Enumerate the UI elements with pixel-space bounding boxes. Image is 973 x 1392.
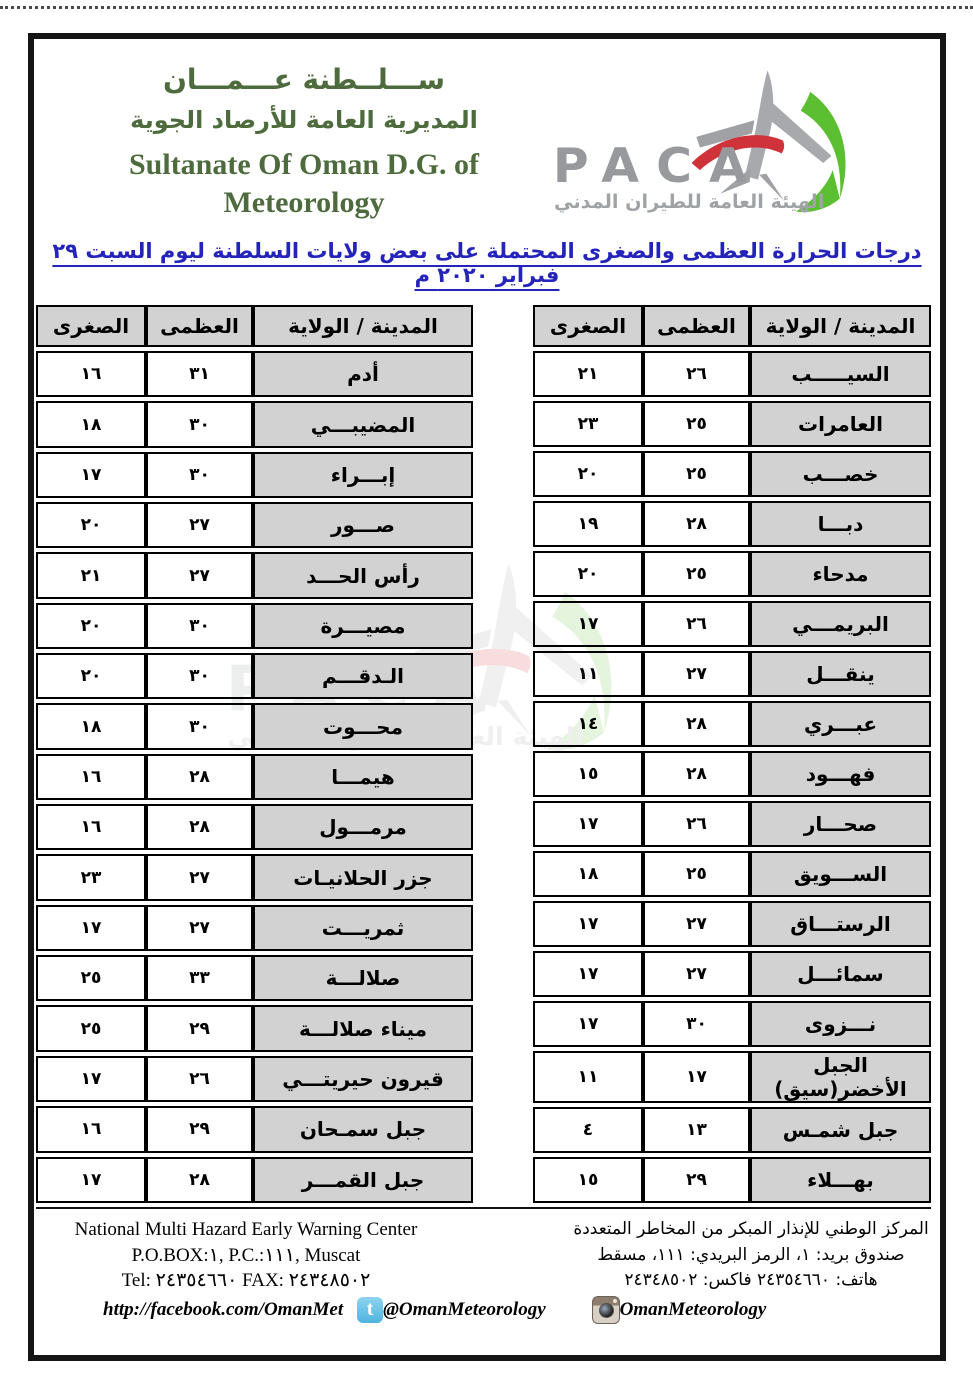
table-row [533, 901, 931, 947]
city-cell: رأس الحـــد [253, 552, 473, 598]
max-temp-cell: ٢٧ [146, 502, 253, 548]
max-temp-cell: ٢٨ [146, 804, 253, 850]
city-cell: أدم [253, 351, 473, 397]
table-row [533, 701, 931, 747]
city-cell: المضيبـــي [253, 401, 473, 447]
max-temp-cell: ٢٧ [146, 552, 253, 598]
min-temp-cell: ١٩ [533, 501, 643, 547]
city-cell: السيـــــب [750, 351, 931, 397]
city-cell: جزر الحلانيـات [253, 854, 473, 900]
city-cell: ثمريـــت [253, 905, 473, 951]
city-cell: سمائـــل [750, 951, 931, 997]
min-temp-cell: ١٦ [36, 351, 146, 397]
org-name-english: Sultanate Of Oman D.G. of Meteorology [128, 148, 479, 219]
city-column-header: المدينة / الولاية [750, 305, 931, 347]
min-temp-cell: ٢١ [533, 351, 643, 397]
table-row [533, 801, 931, 847]
min-temp-cell: ٢٥ [36, 955, 146, 1001]
max-temp-cell: ٢٦ [643, 601, 750, 647]
city-cell: إبـــراء [253, 452, 473, 498]
min-temp-cell: ١٨ [533, 851, 643, 897]
city-cell: صحـــار [750, 801, 931, 847]
table-row [36, 653, 473, 699]
min-temp-cell: ٢٠ [36, 502, 146, 548]
min-temp-cell: ١٥ [533, 751, 643, 797]
max-temp-cell: ٢٥ [643, 851, 750, 897]
min-temp-cell: ١٧ [533, 801, 643, 847]
min-temp-cell: ١٦ [36, 754, 146, 800]
table-row [36, 1056, 473, 1102]
page-border-frame [28, 33, 946, 1361]
city-cell: جبل القمـــر [253, 1157, 473, 1204]
dept-name-arabic: المديرية العامة للأرصاد الجوية [130, 106, 478, 134]
city-cell: الســـويق [750, 851, 931, 897]
max-temp-cell: ٢٨ [643, 751, 750, 797]
min-temp-cell: ٢١ [36, 552, 146, 598]
facebook-url: http://facebook.com/OmanMet [103, 1298, 344, 1320]
min-temp-cell: ١٨ [36, 703, 146, 749]
table-row [36, 552, 473, 598]
table-row [533, 1001, 931, 1047]
center-name-en: National Multi Hazard Early Warning Center [74, 1219, 418, 1240]
min-temp-cell: ٢٣ [533, 401, 643, 447]
table-row [533, 351, 931, 397]
footer-divider [36, 1207, 931, 1209]
max-temp-cell: ٢٧ [643, 951, 750, 997]
min-temp-cell: ٢٠ [36, 653, 146, 699]
city-cell: صلالـــة [253, 955, 473, 1001]
max-temp-cell: ٢٩ [146, 1005, 253, 1051]
max-temp-cell: ٣٠ [146, 401, 253, 447]
max-temp-cell: ٢٥ [643, 401, 750, 447]
instagram-handle: OmanMeteorology [619, 1298, 767, 1320]
min-temp-cell: ٢٠ [533, 451, 643, 497]
temperature-table-right [533, 301, 931, 1207]
min-temp-cell: ١٤ [533, 701, 643, 747]
max-column-header: العظمى [146, 305, 253, 347]
org-name-arabic: ســـلــطنة عـــمـــان [163, 63, 445, 96]
min-temp-cell: ٢٥ [36, 1005, 146, 1051]
address-en: P.O.BOX:١, P.C.:١١١, Muscat [131, 1244, 361, 1266]
table-row [36, 854, 473, 900]
min-temp-cell: ١٦ [36, 804, 146, 850]
table-row [36, 401, 473, 447]
min-temp-cell: ١٧ [533, 1001, 643, 1047]
city-cell: ميناء صلالـــة [253, 1005, 473, 1051]
city-cell: قيرون حيريتـــي [253, 1056, 473, 1102]
max-temp-cell: ٣٠ [146, 653, 253, 699]
tables-row [36, 301, 931, 1207]
max-temp-cell: ٢٩ [146, 1106, 253, 1152]
city-cell: دبـــا [750, 501, 931, 547]
instagram-flash-dot [613, 1299, 617, 1303]
min-temp-cell: ١١ [533, 1051, 643, 1103]
table-row [533, 551, 931, 597]
max-temp-cell: ٢٧ [643, 901, 750, 947]
city-cell: البريمـــي [750, 601, 931, 647]
min-temp-cell: ١٨ [36, 401, 146, 447]
max-temp-cell: ٣٠ [146, 452, 253, 498]
city-cell: مرمـــول [253, 804, 473, 850]
max-temp-cell: ٢٨ [643, 701, 750, 747]
min-temp-cell: ١٦ [36, 1106, 146, 1152]
city-cell: الـدقـــم [253, 653, 473, 699]
city-cell: بهـــلاء [750, 1157, 931, 1203]
instagram-lens [599, 1303, 614, 1318]
table-row [36, 452, 473, 498]
table-row [36, 1005, 473, 1051]
temperature-table-left [36, 301, 473, 1207]
city-cell: العامرات [750, 401, 931, 447]
table-row [36, 703, 473, 749]
min-temp-cell: ٢٠ [36, 603, 146, 649]
max-temp-cell: ٣٣ [146, 955, 253, 1001]
table-row [36, 603, 473, 649]
paca-logo-box [549, 61, 929, 236]
footer-arabic-block [571, 1217, 931, 1294]
phone-fax-ar: هاتف: ٢٤٣٥٤٦٦٠ فاكس: ٢٤٣٤٨٥٠٢ [624, 1270, 878, 1290]
table-row [36, 351, 473, 397]
city-cell: جبل سمـحان [253, 1106, 473, 1152]
city-cell: خصـــب [750, 451, 931, 497]
table-row [36, 754, 473, 800]
max-temp-cell: ٣١ [146, 351, 253, 397]
table-row [533, 1107, 931, 1153]
table-row [36, 502, 473, 548]
table-row [533, 851, 931, 897]
min-temp-cell: ١٧ [36, 905, 146, 951]
min-temp-cell: ١٧ [36, 452, 146, 498]
table-row [36, 1106, 473, 1152]
table-row [36, 905, 473, 951]
city-cell: فهـــود [750, 751, 931, 797]
table-row [36, 1157, 473, 1204]
city-cell: جبل شمـس [750, 1107, 931, 1153]
twitter-icon: t [357, 1297, 383, 1323]
phone-fax-en: Tel: ٢٤٣٥٤٦٦٠ FAX: ٢٤٣٤٨٥٠٢ [121, 1270, 371, 1292]
instagram-icon [592, 1296, 620, 1324]
footer [36, 1207, 931, 1324]
table-row [36, 804, 473, 850]
city-cell: ينقـــل [750, 651, 931, 697]
city-cell: الرستـــاق [750, 901, 931, 947]
table-row [533, 1157, 931, 1203]
min-column-header: الصغرى [533, 305, 643, 347]
min-temp-cell: ٤ [533, 1107, 643, 1153]
table-row [533, 1051, 931, 1103]
min-temp-cell: ١١ [533, 651, 643, 697]
city-cell: صـــور [253, 502, 473, 548]
max-temp-cell: ٢٥ [643, 551, 750, 597]
max-temp-cell: ٣٠ [643, 1001, 750, 1047]
table-row [533, 501, 931, 547]
table-header-row [36, 305, 473, 347]
min-column-header: الصغرى [36, 305, 146, 347]
city-column-header: المدينة / الولاية [253, 305, 473, 347]
min-temp-cell: ١٧ [533, 601, 643, 647]
table-row [533, 601, 931, 647]
max-temp-cell: ٢٦ [146, 1056, 253, 1102]
min-temp-cell: ١٧ [36, 1056, 146, 1102]
table-row [533, 651, 931, 697]
min-temp-cell: ٢٠ [533, 551, 643, 597]
min-temp-cell: ١٧ [533, 901, 643, 947]
scan-artifact-dotted-line [0, 6, 973, 9]
city-cell: هيمـــا [253, 754, 473, 800]
city-cell: نـــزوى [750, 1001, 931, 1047]
max-temp-cell: ١٣ [643, 1107, 750, 1153]
max-temp-cell: ٢٨ [146, 754, 253, 800]
city-cell: محـــوت [253, 703, 473, 749]
max-temp-cell: ١٧ [643, 1051, 750, 1103]
table-header-row [533, 305, 931, 347]
twitter-handle: @OmanMeteorology [383, 1298, 546, 1320]
max-temp-cell: ٢٩ [643, 1157, 750, 1203]
table-row [533, 401, 931, 447]
footer-social-row [36, 1296, 931, 1324]
max-temp-cell: ٢٧ [643, 651, 750, 697]
city-cell: مدحاء [750, 551, 931, 597]
max-temp-cell: ٢٨ [146, 1157, 253, 1204]
max-column-header: العظمى [643, 305, 750, 347]
letterhead [64, 63, 544, 221]
city-cell: مصيـــرة [253, 603, 473, 649]
max-temp-cell: ٣٠ [146, 603, 253, 649]
address-ar: صندوق بريد: ١، الرمز البريدي: ١١١، مسقط [597, 1244, 905, 1265]
max-temp-cell: ٢٦ [643, 351, 750, 397]
max-temp-cell: ٢٦ [643, 801, 750, 847]
city-cell: عبـــري [750, 701, 931, 747]
min-temp-cell: ١٥ [533, 1157, 643, 1203]
center-name-ar: المركز الوطني للإنذار المبكر من المخاطر المتعددة [573, 1219, 929, 1239]
min-temp-cell: ١٧ [36, 1157, 146, 1204]
footer-english-block [36, 1217, 456, 1294]
page-title: درجات الحرارة العظمى والصغرى المحتملة على بعض ولايات السلطنة ليوم السبت ٢٩ فبراير ٢٠٢٠ م [52, 239, 922, 287]
city-cell: الجبل الأخضر(سيق) [750, 1051, 931, 1103]
min-temp-cell: ١٧ [533, 951, 643, 997]
max-temp-cell: ٢٨ [643, 501, 750, 547]
max-temp-cell: ٢٧ [146, 854, 253, 900]
table-row [533, 451, 931, 497]
min-temp-cell: ٢٣ [36, 854, 146, 900]
max-temp-cell: ٢٧ [146, 905, 253, 951]
max-temp-cell: ٢٥ [643, 451, 750, 497]
table-row [533, 951, 931, 997]
max-temp-cell: ٣٠ [146, 703, 253, 749]
table-row [36, 955, 473, 1001]
table-row [533, 751, 931, 797]
